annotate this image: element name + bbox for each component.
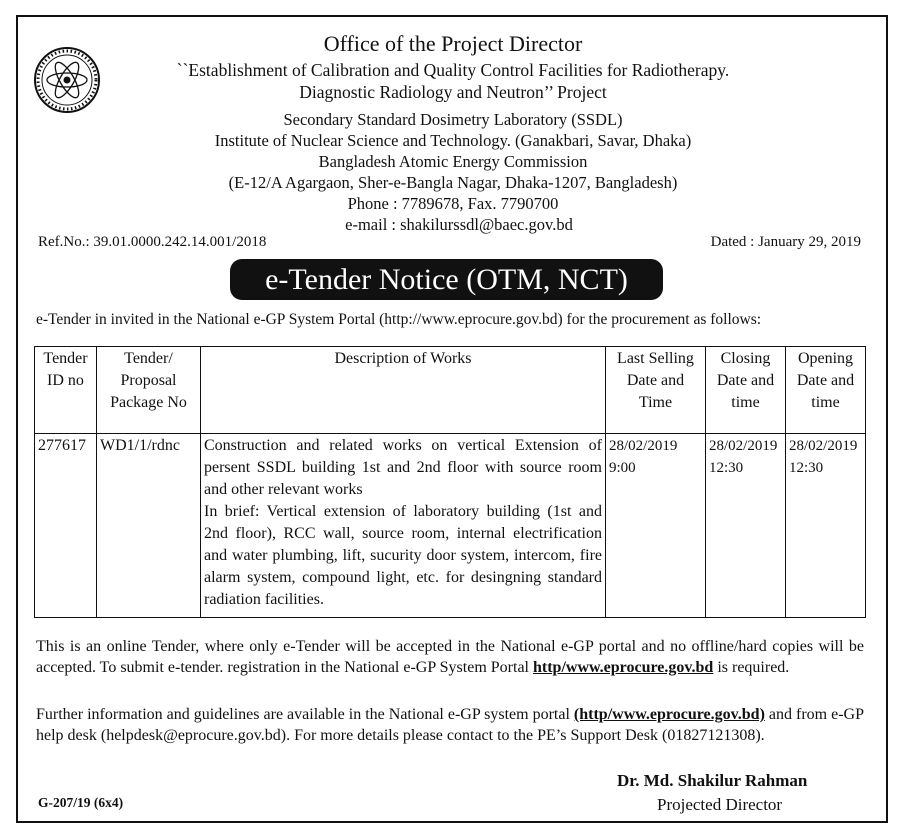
date: Dated : January 29, 2019 [710,234,861,250]
col-header-closing: Closing Date and time [706,347,786,434]
project-line-2: Diagnostic Radiology and Neutron’’ Project [299,82,607,102]
para2-suffix: and from e-GP help desk (helpdesk@eprocure.gov.bd). For more details please contact to the PE’s Support Desk (01827121308). [36,706,864,744]
para2-prefix: Further information and guidelines are available in the National e-GP system portal [36,706,570,723]
online-tender-paragraph [36,636,864,678]
signatory-title: Projected Director [657,795,783,814]
opening-date: 28/02/2019 [789,438,858,454]
reference-number: Ref.No.: 39.01.0000.242.14.001/2018 [38,234,267,250]
institute-name: Institute of Nuclear Science and Technology. (Ganakbari, Savar, Dhaka) [214,131,692,150]
description-brief: In brief: Vertical extension of laboratory building (1st and 2nd floor), RCC wall, source room, internal electrification and water plumbing, lift, sucurity door system, intercom, fire alarm system, compound light, etc. for desingning standard radiation facilities. [204,503,602,608]
notice-title: e-Tender Notice (OTM, NCT) [230,259,663,300]
email: e-mail : shakilurssdl@baec.gov.bd [345,215,573,234]
para1-suffix: is required. [717,659,790,676]
lab-name: Secondary Standard Dosimetry Laboratory (SSDL) [283,110,623,129]
cell-last-selling [606,434,706,618]
description-main: Construction and related works on vertical Extension of persent SSDL building 1st and 2nd floor with source room and other relevant works [204,437,602,498]
eprocure-link[interactable]: http/www.eprocure.gov.bd [532,659,714,676]
commission-name: Bangladesh Atomic Energy Commission [318,152,588,171]
intro-text: e-Tender in invited in the National e-GP System Portal (http://www.eprocure.gov.bd) for the procurement as follows: [36,311,762,328]
signatory-name: Dr. Md. Shakilur Rahman [617,771,808,790]
phone-fax: Phone : 7789678, Fax. 7790700 [347,194,559,213]
cell-package-no: WD1/1/rdnc [97,434,201,618]
cell-tender-id: 277617 [35,434,97,618]
col-header-tender-id: Tender ID no [35,347,97,434]
project-line-1: ``Establishment of Calibration and Quality Control Facilities for Radiotherapy. [176,60,730,80]
col-header-opening: Opening Date and time [786,347,866,434]
address: (E-12/A Agargaon, Sher-e-Bangla Nagar, Dhaka-1207, Bangladesh) [228,173,678,192]
table-header-row [35,347,866,434]
table-row [35,434,866,618]
eprocure-link-2[interactable]: (http/www.eprocure.gov.bd) [573,706,765,723]
closing-date: 28/02/2019 [709,438,778,454]
col-header-description: Description of Works [201,347,606,434]
cell-description [201,434,606,618]
further-info-paragraph [36,704,864,746]
last-selling-time: 9:00 [609,460,636,476]
office-title: Office of the Project Director [323,31,583,56]
last-selling-date: 28/02/2019 [609,438,678,454]
g-code: G-207/19 (6x4) [38,795,124,810]
opening-time: 12:30 [789,460,824,476]
tender-table [34,346,866,618]
closing-time: 12:30 [709,460,744,476]
cell-closing [706,434,786,618]
col-header-last-selling: Last Selling Date and Time [606,347,706,434]
para1-text: This is an online Tender, where only e-Tender will be accepted in the National e-GP portal and no offline/hard copies will be accepted. To submit e-tender. registration in the National e-GP System Portal [36,638,864,676]
cell-opening [786,434,866,618]
col-header-package-no: Tender/ Proposal Package No [97,347,201,434]
